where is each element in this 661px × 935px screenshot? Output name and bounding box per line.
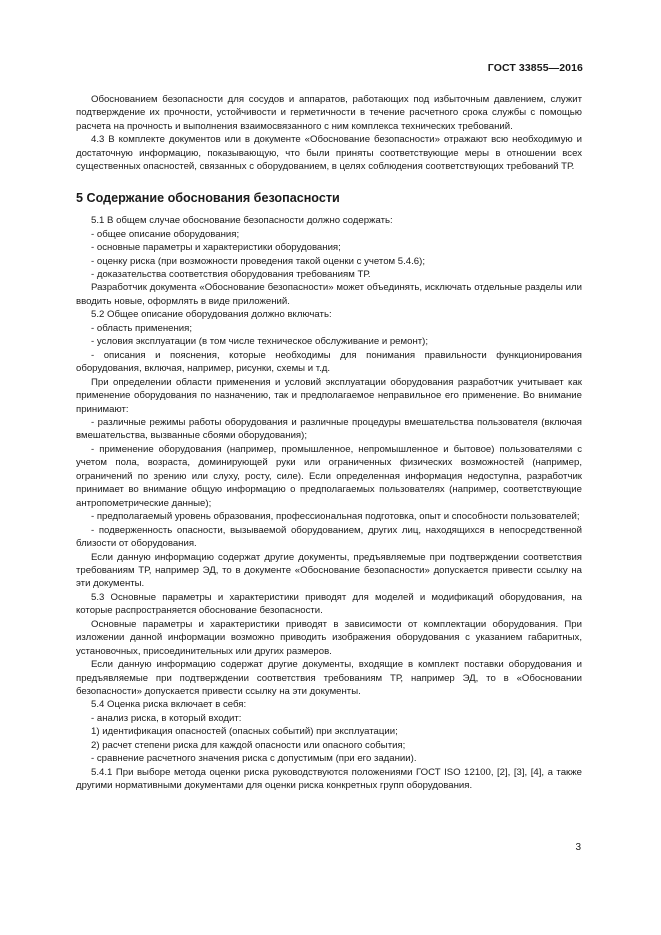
paragraph: 5.1 В общем случае обоснование безопасности должно содержать: bbox=[91, 215, 393, 227]
paragraph: При определении области применения и условий эксплуатации оборудования разработчик учитывает как применение оборудования по назначению, так и предполагаемое неправильное его применение. Во внимание принимают: bbox=[76, 376, 582, 415]
paragraph: 5.4 Оценка риска включает в себя: bbox=[91, 699, 247, 711]
intro-paragraph: Обоснованием безопасности для сосудов и аппаратов, работающих под избыточным давлением, служит подтверждение их прочности, устойчивости и герметичности в течение расчетного срока службы с помощью расчета на прочность и выполнения взаимосвязанного с ним комплекса технических требований. bbox=[76, 94, 582, 132]
page-number: 3 bbox=[575, 842, 581, 853]
paragraph: Если данную информацию содержат другие документы, входящие в комплект поставки оборудования и предъявляемые при подтверждении соответствия требованиям ТР, например ЭД, то в «Обосновании безопасности» допускается привести ссылку на эти документы. bbox=[76, 659, 582, 698]
standard-number: ГОСТ 33855—2016 bbox=[487, 62, 583, 74]
paragraph: 5.4.1 При выборе метода оценки риска руководствуются положениями ГОСТ ISO 12100, [2], [3], [4], а также другими нормативными документами для оценки риска конкретных групп оборудования. bbox=[76, 766, 582, 792]
paragraph: Если данную информацию содержат другие документы, предъявляемые при подтверждении соответствия требованиям ТР, например ЭД, то в документе «Обоснование безопасности» допускается привести ссылку на эти документы. bbox=[76, 551, 582, 590]
paragraph: 5.2 Общее описание оборудования должно включать: bbox=[91, 309, 332, 321]
list-item: - общее описание оборудования; bbox=[91, 228, 240, 240]
list-item: - подверженность опасности, вызываемой оборудованием, других лиц, находящихся в непосредственной близости от оборудования. bbox=[76, 524, 582, 550]
list-item: - доказательства соответствия оборудования требованиям ТР. bbox=[91, 268, 371, 280]
paragraph: Основные параметры и характеристики приводят в зависимости от комплектации оборудования. При изложении данной информации возможно приводить изображения оборудования с указанием габаритных, установочных, присоединительных или других размеров. bbox=[76, 618, 582, 657]
list-item: - анализ риска, в который входит: bbox=[91, 712, 242, 724]
list-item: - различные режимы работы оборудования и различные процедуры вмешательства пользователя (включая вмешательства, вызванные сбоями оборудования); bbox=[76, 416, 582, 442]
paragraph: Разработчик документа «Обоснование безопасности» может объединять, исключать отдельные разделы или вводить новые, оформлять в виде приложений. bbox=[76, 282, 582, 307]
section-heading: 5 Содержание обоснования безопасности bbox=[76, 190, 340, 205]
list-item: - условия эксплуатации (в том числе техническое обслуживание и ремонт); bbox=[91, 336, 428, 348]
page-body bbox=[76, 93, 582, 793]
document-header bbox=[488, 62, 583, 74]
paragraph: 5.3 Основные параметры и характеристики приводят для моделей и модификаций оборудования, на которые распространяется обоснование безопасности. bbox=[76, 591, 582, 617]
list-item: 1) идентификация опасностей (опасных событий) при эксплуатации; bbox=[91, 726, 398, 738]
list-item: - основные параметры и характеристики оборудования; bbox=[91, 242, 341, 254]
intro-paragraph: 4.3 В комплекте документов или в документе «Обоснование безопасности» отражают всю необходимую и достаточную информацию, показывающую, что были приняты соответствующие меры в отношении всех существенных опасностей, связанных с оборудованием, в целях соблюдения соответствующих требований ТР. bbox=[76, 134, 582, 173]
list-item: - область применения; bbox=[91, 322, 193, 334]
list-item: - предполагаемый уровень образования, профессиональная подготовка, опыт и способности пользователей; bbox=[91, 511, 580, 523]
list-item: 2) расчет степени риска для каждой опасности или опасного события; bbox=[91, 739, 406, 751]
list-item: - оценку риска (при возможности проведения такой оценки с учетом 5.4.6); bbox=[91, 255, 425, 267]
list-item: - применение оборудования (например, промышленное, непромышленное и бытовое) пользователями с учетом пола, возраста, доминирующей руки или ограниченных физических возможностей (например, ограничений по зрению или слуху, росту, силе). Если определенная информация недоступна, разработчик принимает во внимание общую информацию о предполагаемых пользователях (например, соответствующие антропометрические данные); bbox=[76, 443, 582, 509]
list-item: - описания и пояснения, которые необходимы для понимания правильности функционирования оборудования, включая, например, рисунки, схемы и т.д. bbox=[76, 349, 582, 375]
list-item: - сравнение расчетного значения риска с допустимым (при его задании). bbox=[91, 753, 417, 765]
